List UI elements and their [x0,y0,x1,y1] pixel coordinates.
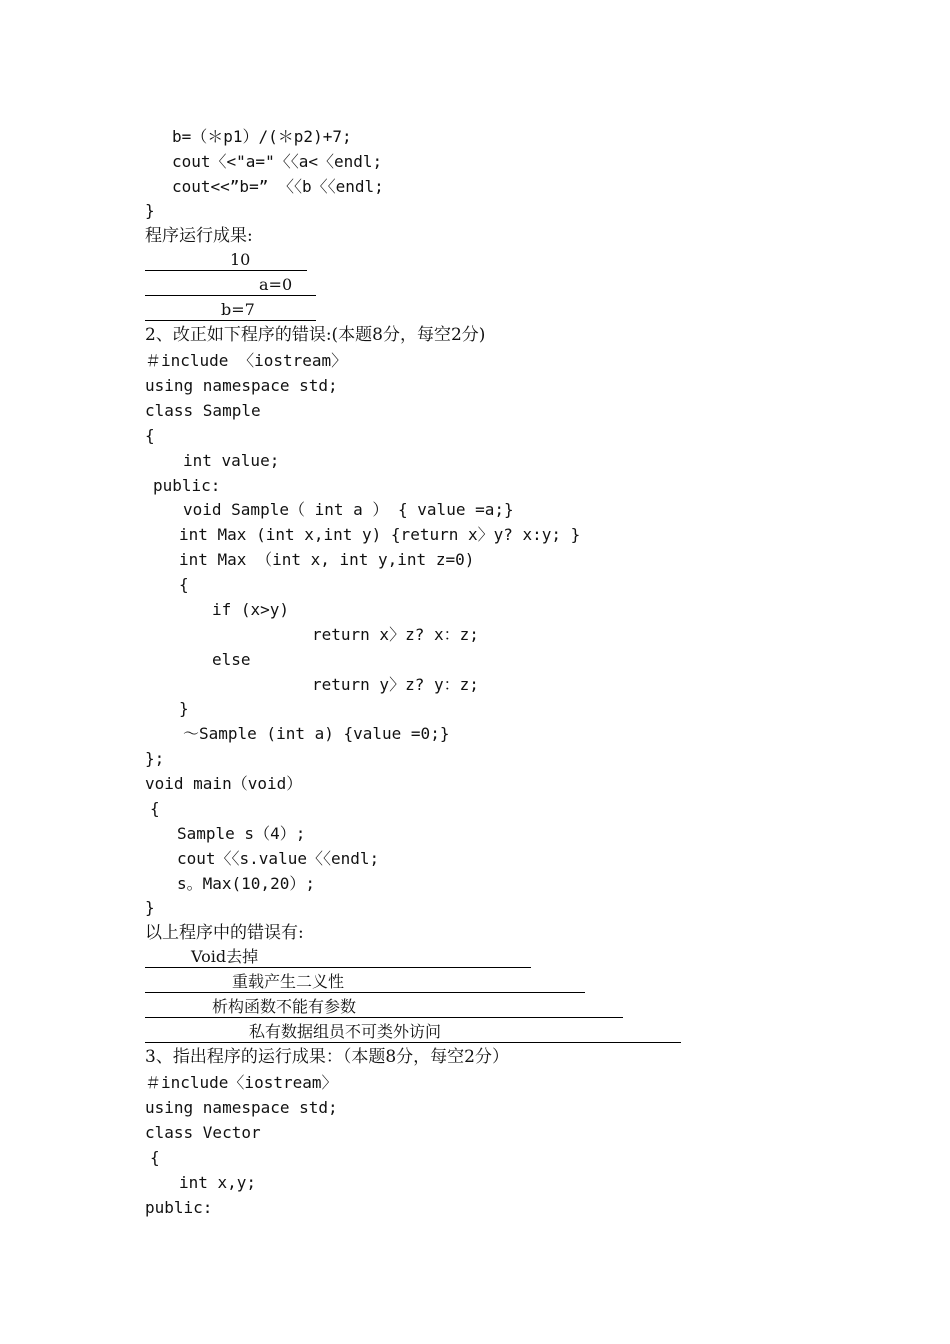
code-line: } [145,201,155,220]
code-line: void main（void） [145,774,303,793]
code-line: public: [153,476,221,495]
answer-blank: b=7 [145,299,316,321]
answer-blank: Void去掉 [145,946,531,968]
code-line: } [179,699,189,718]
code-line: if (x>y) [212,600,290,619]
code-line: b=（＊p1）/(＊p2)+7; [172,127,352,146]
code-line: using namespace std; [145,376,338,395]
code-line: int value; [183,451,280,470]
code-line: int Max （int x, int y,int z=0) [179,550,475,569]
code-line: int x,y; [179,1173,257,1192]
code-line: class Sample [145,401,261,420]
code-line: cout〈<"a="〈〈a<〈endl; [172,152,383,171]
code-line: Sample s（4）; [177,824,306,843]
code-line: cout<<”b=” 〈〈b〈〈endl; [172,177,384,196]
code-line: using namespace std; [145,1098,338,1117]
answer-blank: 私有数据组员不可类外访问 [145,1021,681,1043]
code-line: { [145,426,155,445]
code-line: s。Max(10,20）; [177,874,315,893]
code-line: return x〉z? x：z; [312,625,479,644]
code-line: else [212,650,251,669]
code-line: } [145,898,155,917]
answer-blank: 析构函数不能有参数 [145,996,623,1018]
answer-blank: 重载产生二义性 [145,971,585,993]
answer-blank: a=0 [145,274,316,296]
code-line: class Vector [145,1123,261,1142]
code-line: ＃include 〈iostream〉 [145,351,348,370]
code-line: { [179,575,189,594]
code-line: }; [145,749,165,768]
result-label: 程序运行成果: [145,226,253,246]
question-heading: 2、改正如下程序的错误:(本题8分，每空2分) [145,325,486,345]
code-line: return y〉z? y：z; [312,675,479,694]
code-line: { [150,1148,160,1167]
code-line: { [150,799,160,818]
code-line: int Max (int x,int y) {return x〉y? x:y; } [179,525,581,544]
question-heading: 3、指出程序的运行成果：（本题8分，每空2分） [145,1047,509,1067]
code-line: public: [145,1198,213,1217]
answer-blank: 10 [145,249,307,271]
errors-label: 以上程序中的错误有: [145,923,304,943]
code-line: void Sample（ int a ） { value =a;} [183,500,514,519]
code-line: cout〈〈s.value〈〈endl; [177,849,380,868]
code-line: ～Sample (int a) {value =0;} [183,724,450,743]
code-line: ＃include〈iostream〉 [145,1073,338,1092]
